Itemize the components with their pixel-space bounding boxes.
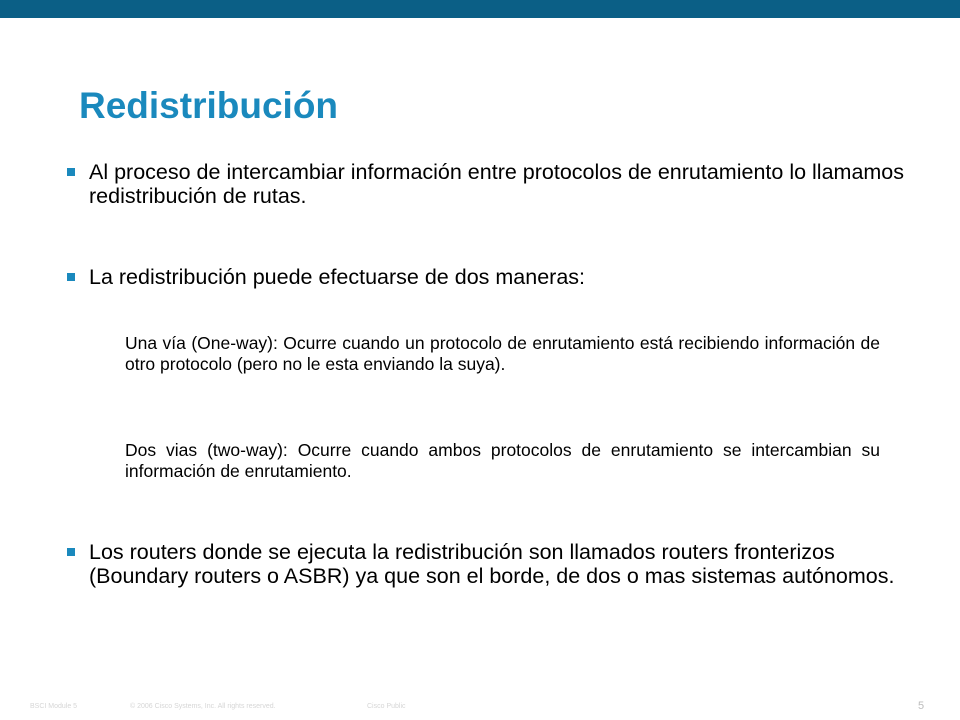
bullet-item-2: [65, 265, 905, 289]
bullet-text-3: Los routers donde se ejecuta la redistribución son llamados routers fronterizos (Boundary routers o ASBR) ya que son el borde, de dos o mas sistemas autónomos.: [89, 540, 895, 588]
bullet-item-3: [65, 540, 905, 588]
page-number: 5: [918, 700, 925, 712]
square-bullet-icon: [67, 548, 75, 556]
bullet-text-2: La redistribución puede efectuarse de dos maneras:: [89, 265, 586, 289]
top-banner-bar: [0, 0, 960, 18]
bullet-item-1: [65, 160, 905, 208]
sub-item-one-way: Una vía (One-way): Ocurre cuando un protocolo de enrutamiento está recibiendo información de otro protocolo (pero no le esta enviando la suya).: [125, 333, 880, 374]
bullet-text-1: Al proceso de intercambiar información entre protocolos de enrutamiento lo llamamos redistribución de rutas.: [89, 160, 905, 208]
footer-copyright: © 2006 Cisco Systems, Inc. All rights reserved.: [130, 703, 276, 710]
footer-classification: Cisco Public: [367, 703, 406, 710]
slide-title: Redistribución: [79, 85, 339, 126]
square-bullet-icon: [67, 273, 75, 281]
footer-module: BSCI Module 5: [30, 703, 78, 710]
square-bullet-icon: [67, 168, 75, 176]
sub-item-two-way: Dos vias (two-way): Ocurre cuando ambos protocolos de enrutamiento se intercambian su información de enrutamiento.: [125, 440, 880, 481]
